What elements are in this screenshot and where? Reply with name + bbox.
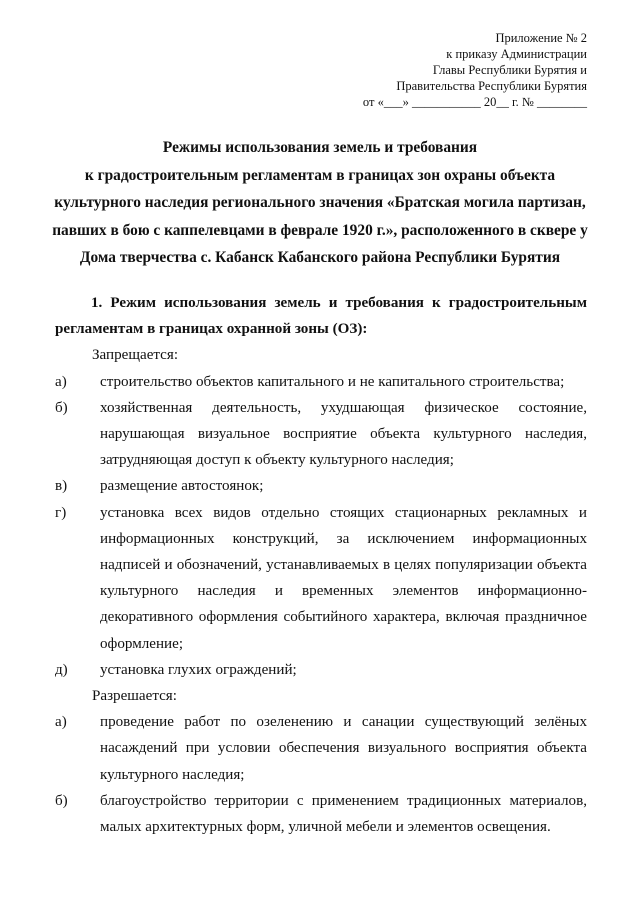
prohibited-label: Запрещается: bbox=[92, 347, 179, 364]
item-text: строительство объектов капитального и не капитального строительства; bbox=[100, 373, 565, 390]
header-line: от «___» ___________ 20__ г. № ________ bbox=[362, 95, 587, 109]
list-item bbox=[55, 500, 587, 657]
section-heading: 1. Режим использования земель и требования к градостроительным регламентам в границах охранной зоны (ОЗ): bbox=[55, 295, 587, 338]
document-body bbox=[55, 290, 587, 840]
list-item bbox=[55, 473, 587, 499]
header-line: Приложение № 2 bbox=[495, 31, 587, 45]
appendix-header bbox=[363, 30, 587, 110]
title-line: культурного наследия регионального значения «Братская могила партизан, bbox=[54, 194, 586, 211]
item-text: хозяйственная деятельность, ухудшающая физическое состояние, нарушающая визуальное восприятие объекта культурного наследия, затрудняющая доступ к объекту культурного наследия; bbox=[100, 399, 587, 469]
item-marker: в) bbox=[55, 478, 68, 495]
item-marker: б) bbox=[55, 792, 68, 809]
header-line: к приказу Администрации bbox=[446, 47, 587, 61]
item-marker: г) bbox=[55, 504, 67, 521]
item-text: установка всех видов отдельно стоящих стационарных рекламных и информационных конструкций, за исключением информационных надписей и обозначений, устанавливаемых в целях популяризации объекта культурного наследия и временных элементов информационно-декоративного оформления событийного характера, включая праздничное оформление; bbox=[100, 504, 587, 652]
title-line: Дома тверчества с. Кабанск Кабанского района Республики Бурятия bbox=[79, 249, 561, 266]
item-text: проведение работ по озеленению и санации существующий зелёных насаждений при условии обеспечения визуального восприятия объекта культурного наследия; bbox=[100, 714, 587, 783]
header-line: Главы Республики Бурятия и bbox=[432, 63, 587, 77]
list-item bbox=[55, 657, 587, 683]
item-marker: д) bbox=[55, 661, 68, 678]
title-line: павших в бою с каппелевцами в феврале 1920 г.», расположенного в сквере у bbox=[52, 221, 588, 239]
item-marker: а) bbox=[55, 373, 67, 390]
title-line: Режимы использования земель и требования bbox=[162, 139, 478, 156]
item-text: установка глухих ограждений; bbox=[100, 661, 297, 678]
list-item bbox=[55, 709, 587, 788]
title-line: к градостроительным регламентам в границах зон охраны объекта bbox=[84, 166, 556, 184]
allowed-label: Разрешается: bbox=[92, 688, 177, 705]
list-item bbox=[55, 369, 587, 395]
list-item bbox=[55, 788, 587, 840]
item-marker: а) bbox=[55, 714, 67, 731]
item-marker: б) bbox=[55, 399, 68, 416]
item-text: размещение автостоянок; bbox=[100, 478, 264, 495]
header-line: Правительства Республики Бурятия bbox=[396, 79, 587, 93]
list-item bbox=[55, 395, 587, 474]
document-title bbox=[40, 134, 600, 272]
item-text: благоустройство территории с применением традиционных материалов, малых архитектурных форм, уличной мебели и элементов освещения. bbox=[100, 792, 587, 836]
